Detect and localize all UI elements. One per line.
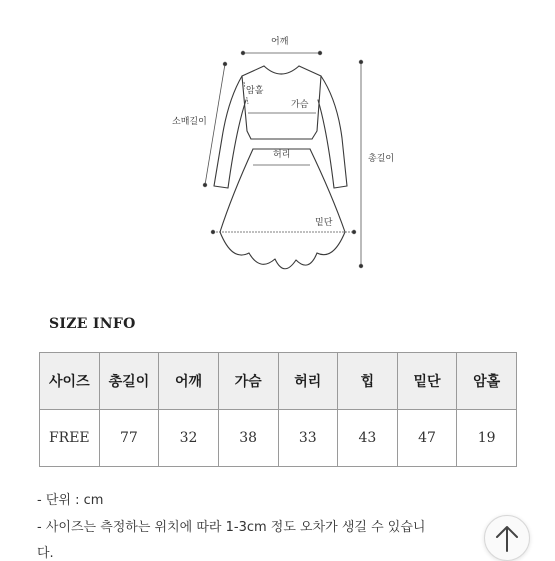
chest-label: 가슴	[291, 100, 309, 110]
waist-label: 허리	[273, 150, 291, 160]
tolerance-note: - 사이즈는 측정하는 위치에 따라 1-3cm 정도 오차가 생길 수 있습니	[37, 520, 426, 535]
hem-label: 밑단	[315, 218, 333, 228]
header-hem: 밑단	[397, 353, 457, 410]
cell-total-length: 77	[99, 410, 159, 467]
unit-note: - 단위 : cm	[37, 493, 104, 508]
header-size: 사이즈	[40, 353, 100, 410]
header-waist: 허리	[278, 353, 338, 410]
arrow-up-icon	[495, 524, 519, 552]
table-row	[40, 410, 517, 467]
header-total-length: 총길이	[99, 353, 159, 410]
sleeve-length-label: 소매길이	[172, 117, 207, 127]
cell-hem: 47	[397, 410, 457, 467]
cell-shoulder: 32	[159, 410, 219, 467]
size-table-header-row	[40, 353, 517, 410]
cell-chest: 38	[218, 410, 278, 467]
header-shoulder: 어깨	[159, 353, 219, 410]
scroll-to-top-button[interactable]	[484, 515, 530, 561]
shoulder-label: 어깨	[271, 37, 289, 47]
header-armhole: 암홀	[457, 353, 517, 410]
size-table	[39, 352, 517, 467]
cell-armhole: 19	[457, 410, 517, 467]
total-length-label: 총길이	[368, 154, 395, 164]
size-info-title: SIZE INFO	[49, 316, 136, 332]
header-hip: 힙	[338, 353, 398, 410]
armhole-label: 암홀	[246, 86, 264, 96]
header-chest: 가슴	[218, 353, 278, 410]
cell-hip: 43	[338, 410, 398, 467]
tolerance-note-continued: 다.	[37, 546, 54, 561]
cell-size: FREE	[40, 410, 100, 467]
cell-waist: 33	[278, 410, 338, 467]
